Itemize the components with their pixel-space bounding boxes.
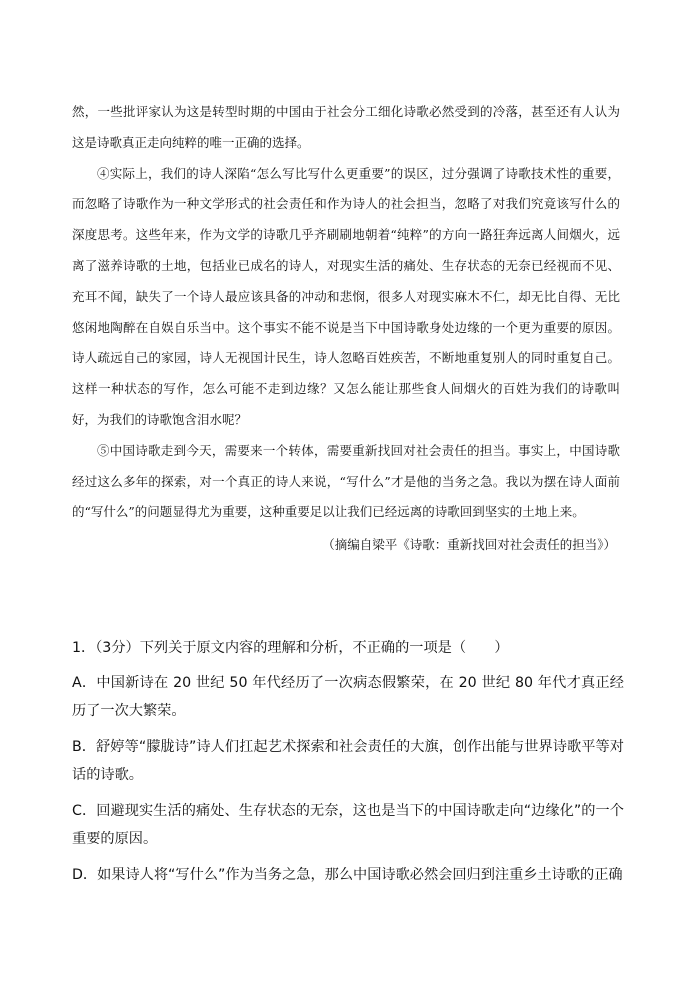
passage-paragraph-4: ④实际上，我们的诗人深陷“怎么写比写什么更重要”的误区，过分强调了诗歌技术性的重要，而忽略了诗歌作为一种文学形式的社会责任和作为诗人的社会担当，忽略了对我们究竟该写什么的深度思考。这些年来，作为文学的诗歌几乎齐刷刷地朝着“纯粹”的方向一路狂奔远离人间烟火，远离了滋养诗歌的土地，包括业已成名的诗人，对现实生活的痛处、生存状态的无奈已经视而不见、充耳不闻，缺失了一个诗人最应该具备的冲动和悲悯，很多人对现实麻木不仁，却无比自得、无比悠闲地陶醉在自娱自乐当中。这个事实不能不说是当下中国诗歌身处边缘的一个更为重要的原因。诗人疏远自己的家园，诗人无视国计民生，诗人忽略百姓疾苦，不断地重复别人的同时重复自己。这样一种状态的写作，怎么可能不走到边缘？又怎么能让那些食人间烟火的百姓为我们的诗歌叫好，为我们的诗歌饱含泪水呢？ [72,165,620,427]
option-b: B．舒婷等“朦胧诗”诗人们扛起艺术探索和社会责任的大旗，创作出能与世界诗歌平等对话的诗歌。 [72,738,624,783]
passage-paragraph-5: ⑤中国诗歌走到今天，需要来一个转体，需要重新找回对社会责任的担当。事实上，中国诗歌经过这么多年的探索，对一个真正的诗人来说，“写什么”才是他的当务之急。我以为摆在诗人面前的“写什么”的问题显得尤为重要，这种重要足以让我们已经远离的诗歌回到坚实的土地上来。 [72,442,620,520]
option-c: C．回避现实生活的痛处、生存状态的无奈，这也是当下的中国诗歌走向“边缘化”的一个重要的原因。 [72,802,624,847]
question-stem: 1．（3分）下列关于原文内容的理解和分析，不正确的一项是（ ） [72,640,509,656]
question-block [72,634,624,896]
option-a: A．中国新诗在 20 世纪 50 年代经历了一次病态假繁荣，在 20 世纪 80 年代才真正经历了一次大繁荣。 [72,674,624,719]
passage-paragraph-continuation: 然，一些批评家认为这是转型时期的中国由于社会分工细化诗歌必然受到的冷落，甚至还有人认为这是诗歌真正走向纯粹的唯一正确的选择。 [72,104,620,150]
option-d: D．如果诗人将“写什么”作为当务之急，那么中国诗歌必然会回归到注重乡土诗歌的正确 [72,866,623,883]
passage-source-citation: （摘编自梁平《诗歌：重新找回对社会责任的担当》） [322,537,616,553]
reading-passage [72,97,620,561]
